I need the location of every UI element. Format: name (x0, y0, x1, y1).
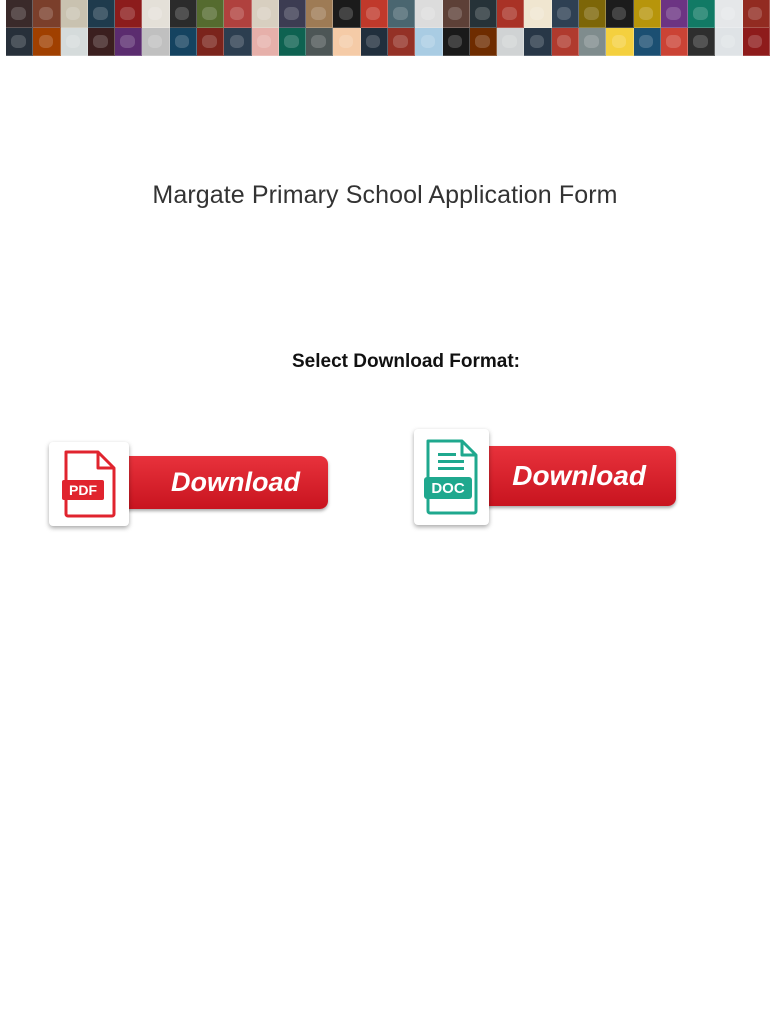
cover-thumbnail (361, 0, 388, 28)
cover-thumbnail (634, 0, 661, 28)
cover-thumbnail (61, 28, 88, 56)
cover-thumbnail (33, 28, 60, 56)
cover-thumbnail (279, 0, 306, 28)
cover-thumbnail (661, 28, 688, 56)
cover-thumbnail (88, 0, 115, 28)
doc-download-button[interactable] (414, 429, 680, 527)
cover-thumbnail (415, 28, 442, 56)
format-heading: Select Download Format: (291, 351, 521, 372)
cover-thumbnail (115, 28, 142, 56)
cover-thumbnail (388, 0, 415, 28)
download-button-body[interactable] (117, 456, 328, 509)
cover-thumbnail (715, 28, 742, 56)
pdf-download-button[interactable] (49, 439, 331, 529)
cover-thumbnail (33, 0, 60, 28)
cover-thumbnail (443, 28, 470, 56)
download-label: Download (512, 460, 646, 491)
pdf-format-label: PDF (69, 482, 97, 498)
cover-thumbnail (252, 0, 279, 28)
cover-thumbnail (524, 28, 551, 56)
cover-thumbnail (6, 0, 33, 28)
download-button-body[interactable] (476, 446, 676, 506)
cover-thumbnail (6, 28, 33, 56)
pdf-file-icon (62, 450, 118, 518)
pdf-file-card (49, 442, 129, 526)
cover-thumbnail (470, 28, 497, 56)
cover-thumbnail (252, 28, 279, 56)
cover-thumbnail (170, 28, 197, 56)
cover-thumbnail (606, 0, 633, 28)
cover-thumbnail (634, 28, 661, 56)
cover-thumbnail (688, 28, 715, 56)
cover-thumbnail (497, 0, 524, 28)
cover-thumbnail (606, 28, 633, 56)
page-title: Margate Primary School Application Form (152, 181, 618, 209)
cover-thumbnail (715, 0, 742, 28)
cover-thumbnail (661, 0, 688, 28)
cover-thumbnail (443, 0, 470, 28)
cover-thumbnail (333, 28, 360, 56)
cover-thumbnail (142, 0, 169, 28)
cover-thumbnail (197, 28, 224, 56)
cover-thumbnail (743, 0, 770, 28)
cover-banner (6, 0, 770, 56)
cover-thumbnail (361, 28, 388, 56)
doc-format-label: DOC (431, 480, 465, 497)
download-label: Download (171, 467, 300, 497)
cover-thumbnail (497, 28, 524, 56)
cover-thumbnail (688, 0, 715, 28)
cover-thumbnail (306, 0, 333, 28)
cover-thumbnail (142, 28, 169, 56)
cover-thumbnail (197, 0, 224, 28)
cover-thumbnail (224, 0, 251, 28)
doc-file-card (414, 429, 489, 525)
cover-thumbnail (88, 28, 115, 56)
doc-file-icon (424, 439, 480, 515)
cover-thumbnail (170, 0, 197, 28)
cover-thumbnail (579, 28, 606, 56)
cover-thumbnail (333, 0, 360, 28)
cover-thumbnail (470, 0, 497, 28)
cover-thumbnail (115, 0, 142, 28)
cover-thumbnail (524, 0, 551, 28)
cover-thumbnail (306, 28, 333, 56)
cover-thumbnail (552, 0, 579, 28)
cover-thumbnail (415, 0, 442, 28)
cover-thumbnail (743, 28, 770, 56)
cover-thumbnail (224, 28, 251, 56)
cover-thumbnail (579, 0, 606, 28)
cover-thumbnail (61, 0, 88, 28)
cover-thumbnail (552, 28, 579, 56)
cover-thumbnail (279, 28, 306, 56)
cover-thumbnail (388, 28, 415, 56)
